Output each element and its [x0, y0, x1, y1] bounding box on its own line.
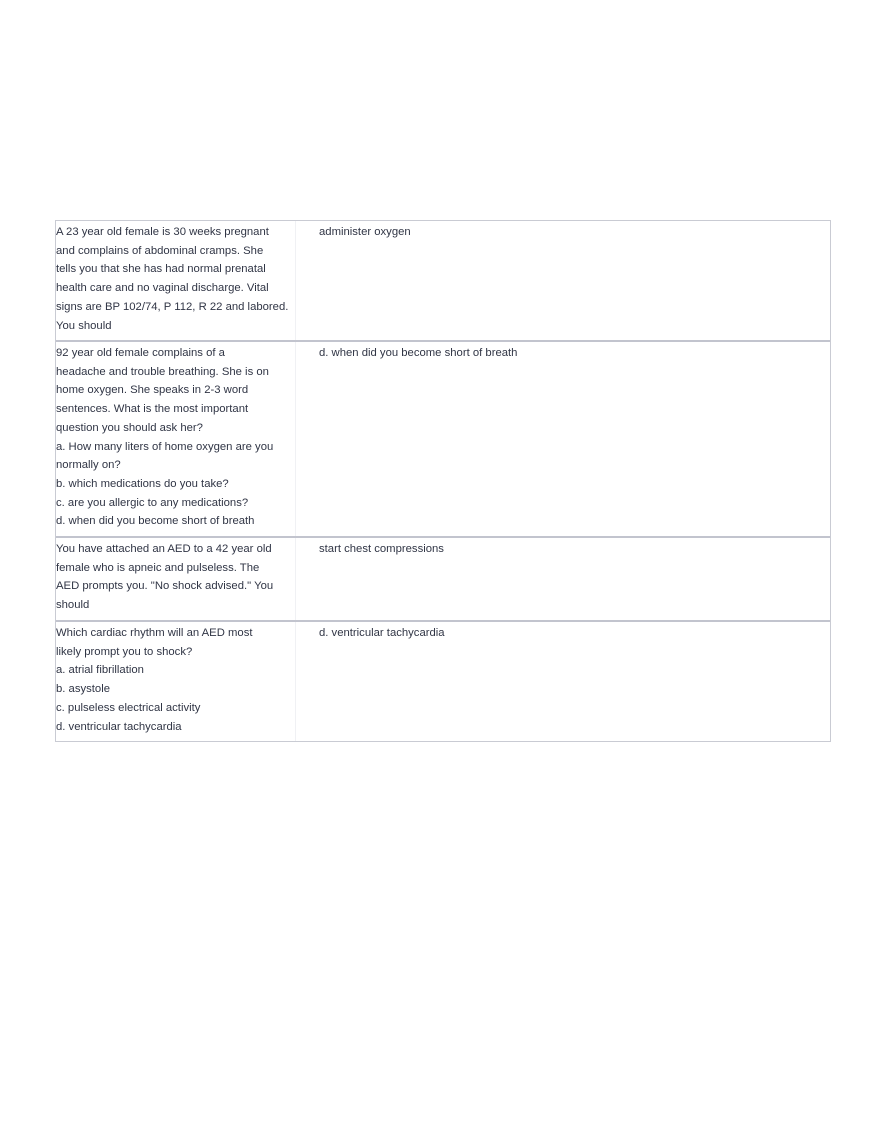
term-line: a. How many liters of home oxygen are you: [56, 440, 274, 453]
term-line: question you should ask her?: [56, 421, 203, 434]
flashcard-definition: start chest compressions: [319, 543, 444, 555]
term-line: headache and trouble breathing. She is on: [56, 365, 269, 378]
flashcard-term: [56, 622, 296, 741]
term-line: d. ventricular tachycardia: [56, 720, 182, 733]
term-line: Which cardiac rhythm will an AED most: [56, 627, 253, 639]
term-line: home oxygen. She speaks in 2-3 word: [56, 384, 249, 397]
term-line: female who is apneic and pulseless. The: [56, 561, 260, 574]
term-line: sentences. What is the most important: [56, 403, 249, 416]
flashcard-term: [56, 538, 296, 620]
flashcard-definition: d. when did you become short of breath: [319, 347, 518, 359]
flashcard-row: [56, 538, 830, 622]
term-line: A 23 year old female is 30 weeks pregnant: [56, 226, 269, 238]
term-line: and complains of abdominal cramps. She: [56, 244, 264, 257]
term-line: signs are BP 102/74, P 112, R 22 and labored.: [56, 300, 289, 313]
term-line: health care and no vaginal discharge. Vital: [56, 282, 269, 295]
flashcard-term: [56, 342, 296, 536]
flashcard-definition: d. ventricular tachycardia: [319, 627, 445, 639]
term-line: AED prompts you. "No shock advised." You: [56, 580, 274, 593]
term-line: c. pulseless electrical activity: [56, 701, 201, 714]
term-line: tells you that she has had normal prenatal: [56, 263, 266, 276]
flashcard-row: [56, 221, 830, 342]
term-line: should: [56, 599, 90, 612]
flashcard-definition: administer oxygen: [319, 226, 411, 238]
term-line: You should: [56, 319, 112, 332]
term-line: You have attached an AED to a 42 year old: [56, 543, 272, 555]
flashcard-term: [56, 221, 296, 340]
term-line: c. are you allergic to any medications?: [56, 496, 249, 509]
term-line: likely prompt you to shock?: [56, 645, 193, 658]
term-line: b. which medications do you take?: [56, 477, 229, 490]
term-line: normally on?: [56, 459, 121, 472]
term-line: b. asystole: [56, 683, 111, 696]
flashcard-row: [56, 622, 830, 741]
term-line: a. atrial fibrillation: [56, 664, 144, 677]
term-line: d. when did you become short of breath: [56, 515, 255, 528]
flashcard-table: [55, 220, 831, 742]
term-line: 92 year old female complains of a: [56, 347, 225, 359]
flashcard-row: [56, 342, 830, 538]
